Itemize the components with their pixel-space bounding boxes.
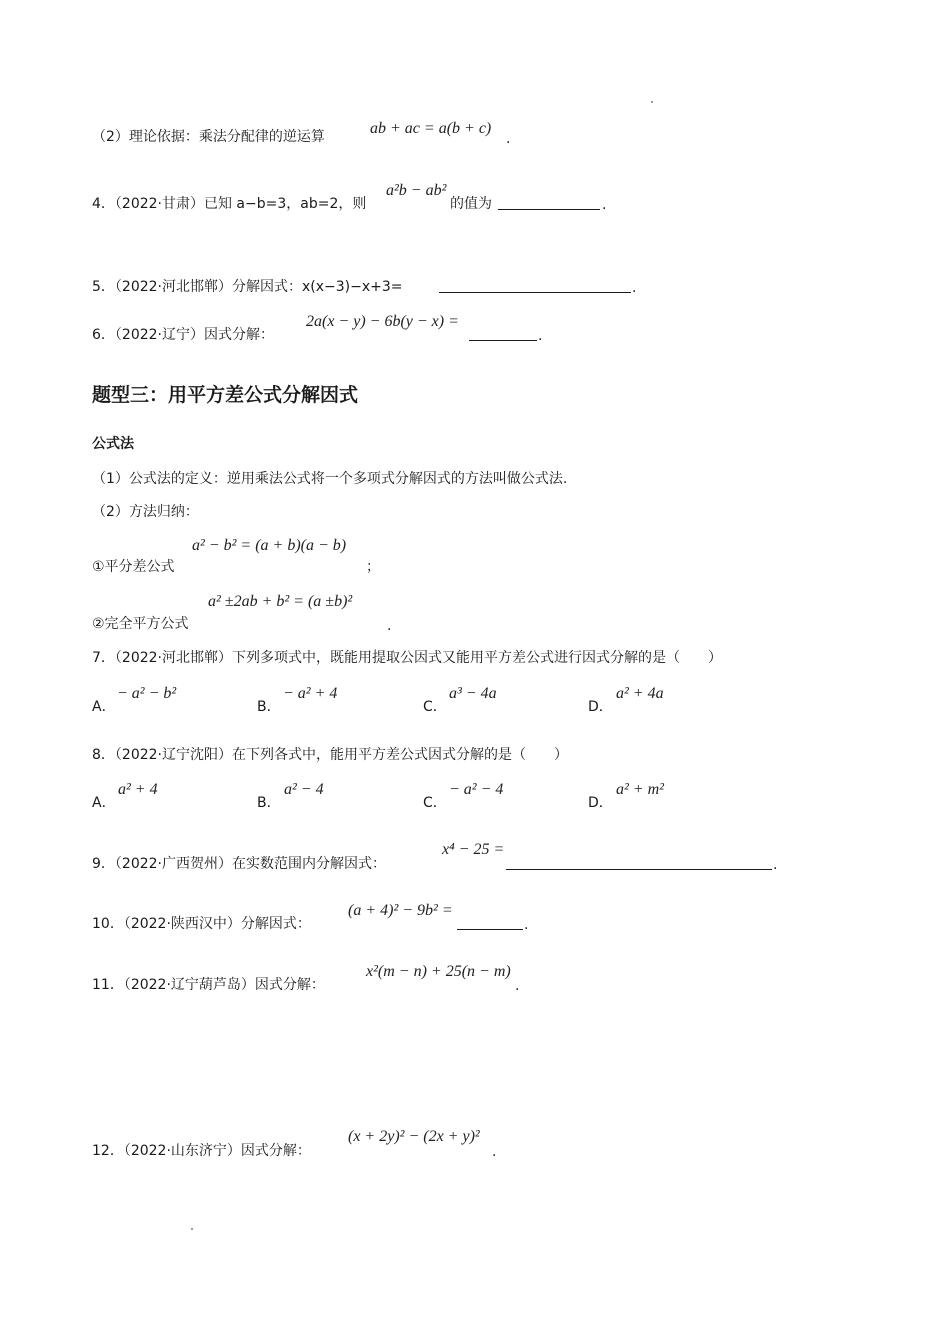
q8-option-d[interactable]	[588, 796, 613, 810]
q11-formula: x²(m − n) + 25(n − m)	[366, 963, 511, 980]
semicolon: ；	[366, 559, 380, 575]
option-letter: D．	[588, 795, 613, 811]
theory-formula: ab + ac = a(b + c)	[370, 120, 492, 137]
q8-option-c[interactable]	[423, 796, 447, 810]
option-letter: B．	[257, 795, 281, 811]
q7-option-d[interactable]	[588, 700, 613, 714]
period: .	[524, 917, 529, 933]
q7-option-d-expr: a² + 4a	[616, 685, 664, 702]
q8-option-d-expr: a² + m²	[616, 781, 664, 798]
option-letter: D．	[588, 699, 613, 715]
q8-text: 8．（2022·辽宁沈阳）在下列各式中，能用平方差公式因式分解的是（ ）	[92, 747, 568, 763]
q5-text: 5．（2022·河北邯郸）分解因式：x(x−3)−x+3=	[92, 279, 403, 295]
period: .	[387, 618, 392, 634]
q9-formula: x⁴ − 25 =	[442, 841, 505, 858]
period: .	[773, 857, 778, 873]
q9-text: 9．（2022·广西贺州）在实数范围内分解因式：	[92, 856, 386, 872]
subsection-title: 公式法	[92, 436, 134, 452]
method-summary-line: （2）方法归纳：	[92, 504, 199, 520]
q6-text: 6．（2022·辽宁）因式分解：	[92, 327, 274, 343]
q7-text: 7．（2022·河北邯郸）下列多项式中，既能用提取公因式又能用平方差公式进行因式分解的是（ ）	[92, 650, 722, 666]
option-letter: C．	[423, 699, 447, 715]
q7-option-c[interactable]	[423, 700, 447, 714]
period: .	[602, 197, 607, 213]
q4-text: 4．（2022·甘肃）已知 a−b=3，ab=2，则	[92, 196, 367, 212]
theory-text: （2）理论依据：乘法分配律的逆运算	[92, 129, 325, 145]
formula2-label: ②完全平方公式	[92, 616, 189, 632]
section-title: 题型三：用平方差公式分解因式	[92, 384, 359, 406]
scan-dot	[651, 101, 653, 103]
period: .	[515, 978, 520, 994]
q4-after: 的值为	[450, 196, 492, 212]
q10-formula: (a + 4)² − 9b² =	[348, 902, 453, 919]
q7-option-b-expr: − a² + 4	[283, 685, 338, 702]
q6-answer-blank[interactable]	[469, 328, 537, 344]
period: .	[538, 328, 543, 344]
q7-option-a[interactable]	[92, 700, 116, 714]
formula1-label: ①平分差公式	[92, 559, 175, 575]
q8-option-c-expr: − a² − 4	[449, 781, 504, 798]
q8-option-b-expr: a² − 4	[284, 781, 324, 798]
option-letter: A．	[92, 795, 116, 811]
perfect-square-formula: a² ±2ab + b² = (a ±b)²	[208, 593, 353, 610]
theory-line	[92, 130, 325, 144]
option-letter: C．	[423, 795, 447, 811]
q7-option-b[interactable]	[257, 700, 281, 714]
difference-of-squares-formula: a² − b² = (a + b)(a − b)	[192, 537, 347, 554]
q11-text: 11．（2022·辽宁葫芦岛）因式分解：	[92, 977, 325, 993]
definition-line: （1）公式法的定义：逆用乘法公式将一个多项式分解因式的方法叫做公式法.	[92, 471, 568, 487]
period: .	[632, 280, 637, 296]
q10-answer-blank[interactable]	[457, 917, 523, 933]
q8-option-a[interactable]	[92, 796, 116, 810]
scan-dot	[191, 1228, 193, 1230]
option-letter: B．	[257, 699, 281, 715]
q12-text: 12．（2022·山东济宁）因式分解：	[92, 1143, 311, 1159]
q9-answer-blank[interactable]	[506, 857, 772, 873]
q5-answer-blank[interactable]	[439, 280, 631, 296]
q8-option-b[interactable]	[257, 796, 281, 810]
q10-text: 10．（2022·陕西汉中）分解因式：	[92, 916, 311, 932]
q4-formula: a²b − ab²	[386, 182, 447, 199]
option-letter: A．	[92, 699, 116, 715]
q7-option-c-expr: a³ − 4a	[449, 685, 497, 702]
q7-option-a-expr: − a² − b²	[117, 685, 177, 702]
q4-answer-blank[interactable]	[498, 197, 600, 213]
q8-option-a-expr: a² + 4	[118, 781, 158, 798]
period: .	[492, 1144, 497, 1160]
period: .	[506, 131, 511, 147]
q12-formula: (x + 2y)² − (2x + y)²	[348, 1128, 480, 1145]
q6-formula: 2a(x − y) − 6b(y − x) =	[306, 313, 459, 330]
